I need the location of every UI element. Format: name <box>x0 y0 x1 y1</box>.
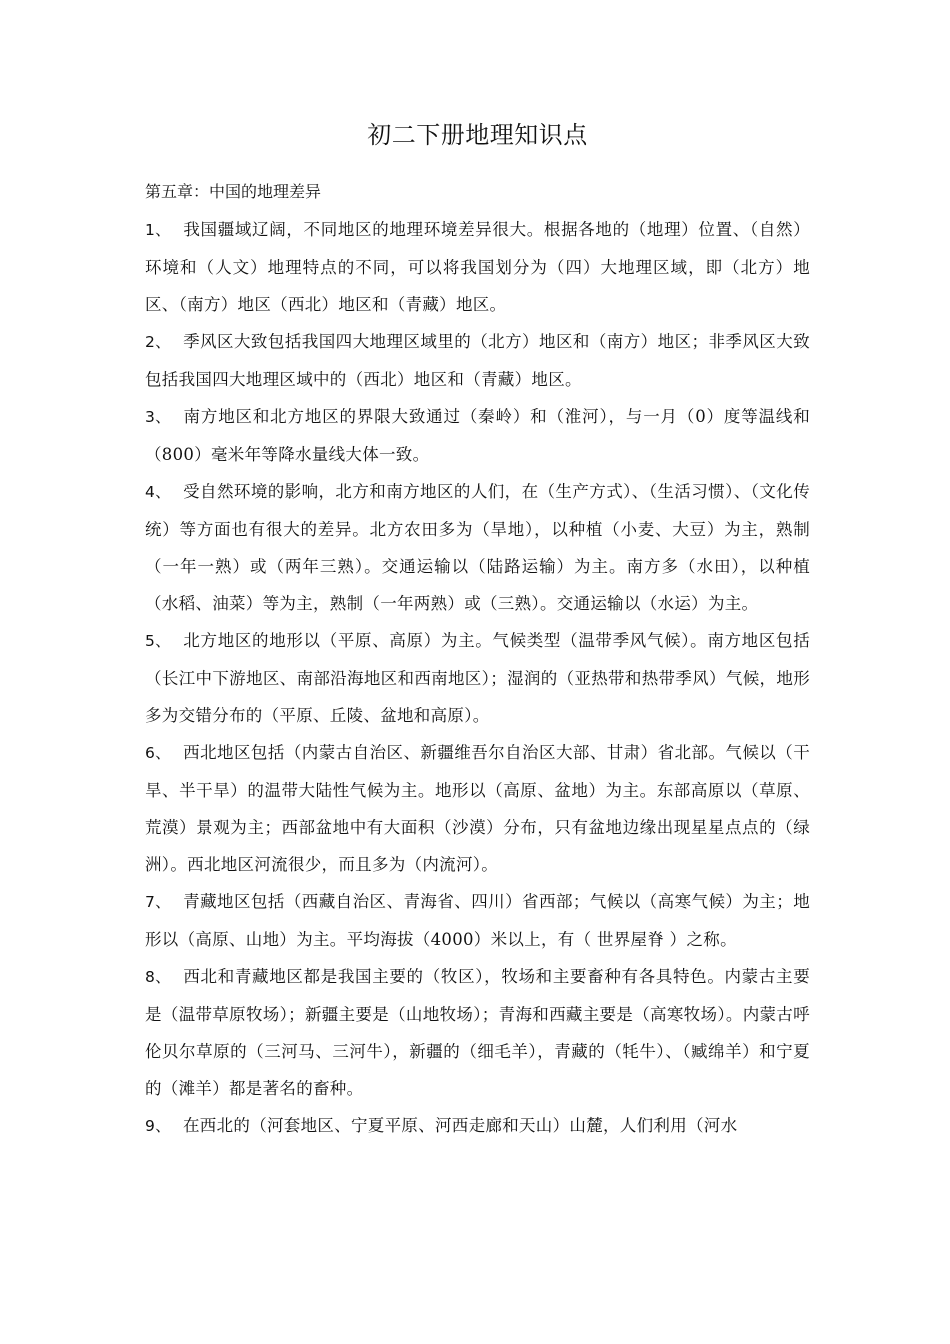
list-item <box>145 734 810 883</box>
list-item <box>145 398 810 473</box>
item-number: 1、 <box>145 221 171 239</box>
list-item <box>145 883 810 958</box>
item-number: 8、 <box>145 968 171 986</box>
list-item <box>145 323 810 398</box>
list-item <box>145 622 810 734</box>
item-number: 7、 <box>145 893 171 911</box>
item-number: 3、 <box>145 408 171 426</box>
item-number: 4、 <box>145 483 171 501</box>
list-item <box>145 958 810 1107</box>
list-item <box>145 473 810 622</box>
item-list <box>145 211 810 1145</box>
item-text: 在西北的（河套地区、宁夏平原、河西走廊和天山）山麓，人们利用（河水 <box>183 1116 738 1135</box>
item-text: 西北和青藏地区都是我国主要的（牧区），牧场和主要畜种有各具特色。内蒙古主要是（温带草原牧场）；新疆主要是（山地牧场）；青海和西藏主要是（高寒牧场）。内蒙古呼伦贝尔草原的（三河马、三河牛），新疆的（细毛羊），青藏的（牦牛）、（臧绵羊）和宁夏的（滩羊）都是著名的畜种。 <box>145 967 810 1098</box>
item-text: 青藏地区包括（西藏自治区、青海省、四川）省西部；气候以（高寒气候）为主；地形以（高原、山地）为主。平均海拔（4000）米以上，有（ 世界屋脊 ）之称。 <box>145 892 810 949</box>
item-text: 南方地区和北方地区的界限大致通过（秦岭）和（淮河），与一月（0）度等温线和（800）毫米年等降水量线大体一致。 <box>145 407 810 464</box>
item-text: 我国疆域辽阔，不同地区的地理环境差异很大。根据各地的（地理）位置、（自然）环境和（人文）地理特点的不同，可以将我国划分为（四）大地理区域，即（北方）地区、（南方）地区（西北）地区和（青藏）地区。 <box>145 220 810 314</box>
item-number: 6、 <box>145 744 171 762</box>
list-item <box>145 1107 810 1145</box>
item-number: 5、 <box>145 632 171 650</box>
item-text: 北方地区的地形以（平原、高原）为主。气候类型（温带季风气候）。南方地区包括（长江中下游地区、南部沿海地区和西南地区）；湿润的（亚热带和热带季风）气候，地形多为交错分布的（平原、丘陵、盆地和高原）。 <box>145 631 810 725</box>
list-item <box>145 211 810 323</box>
chapter-heading: 第五章：中国的地理差异 <box>145 182 322 201</box>
item-number: 2、 <box>145 333 171 351</box>
item-number: 9、 <box>145 1117 171 1135</box>
item-text: 受自然环境的影响，北方和南方地区的人们，在（生产方式）、（生活习惯）、（文化传统）等方面也有很大的差异。北方农田多为（旱地），以种植（小麦、大豆）为主，熟制（一年一熟）或（两年三熟）。交通运输以（陆路运输）为主。南方多（水田），以种植（水稻、油菜）等为主，熟制（一年两熟）或（三熟）。交通运输以（水运）为主。 <box>145 482 810 613</box>
item-text: 西北地区包括（内蒙古自治区、新疆维吾尔自治区大部、甘肃）省北部。气候以（干旱、半干旱）的温带大陆性气候为主。地形以（高原、盆地）为主。东部高原以（草原、荒漠）景观为主；西部盆地中有大面积（沙漠）分布，只有盆地边缘出现星星点点的（绿洲）。西北地区河流很少，而且多为（内流河）。 <box>145 743 810 874</box>
item-text: 季风区大致包括我国四大地理区域里的（北方）地区和（南方）地区；非季风区大致包括我国四大地理区域中的（西北）地区和（青藏）地区。 <box>145 332 810 389</box>
page-title: 初二下册地理知识点 <box>367 121 588 149</box>
